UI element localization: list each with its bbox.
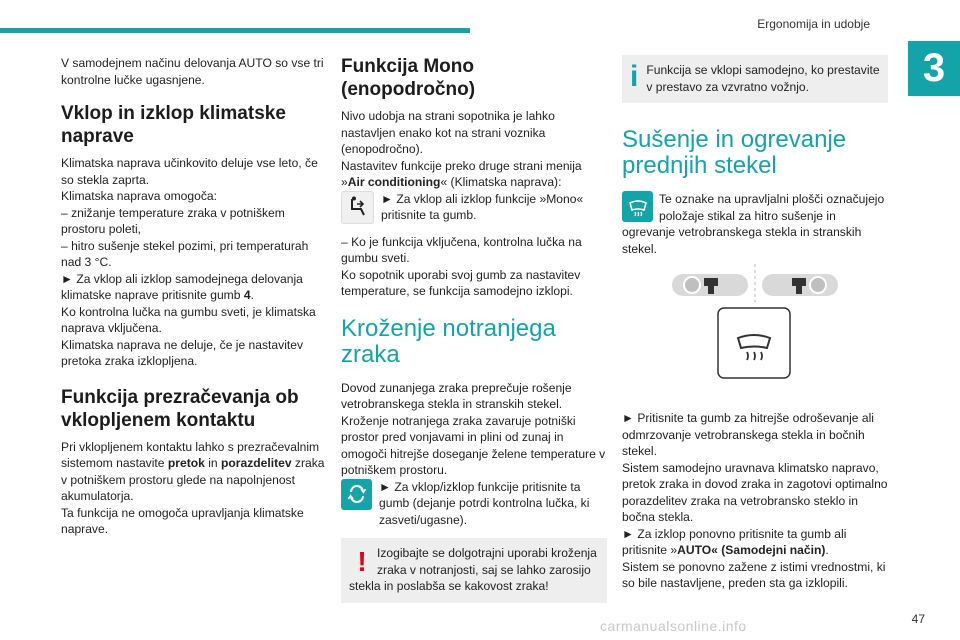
list-item: – znižanje temperature zraka v potniškem prostoru poleti, <box>61 205 285 236</box>
heading-susenje: Sušenje in ogrevanje prednjih stekel <box>622 126 847 179</box>
paragraph: Sistem samodejno uravnava klimatsko napravo, pretok zraka in dovod zraka in zagotovi optimalno porazdelitev zraka na vetrobransko steklo in bočna stekla. <box>622 460 888 524</box>
warning-icon: ! <box>357 546 367 577</box>
paragraph: Klimatska naprava omogoča: <box>61 189 217 203</box>
section-title: Ergonomija in udobje <box>757 17 870 31</box>
chapter-number: 3 <box>908 41 960 96</box>
heading-krozenje: Kroženje notranjega zraka <box>341 314 556 368</box>
paragraph: Ko sopotnik uporabi svoj gumb za nastavitev temperature, se funkcija samodejno izklopi. <box>341 267 581 298</box>
heading-vklop: Vklop in izklop klimatske naprave <box>61 103 286 147</box>
paragraph: – Ko je funkcija vključena, kontrolna lučka na gumbu sveti. <box>341 234 582 265</box>
warning-box <box>341 538 607 603</box>
paragraph: Klimatska naprava ne deluje, če je nastavitev pretoka zraka izklopljena. <box>61 337 304 368</box>
seat-mono-icon <box>341 191 374 224</box>
info-text: Funkcija se vklopi samodejno, ko prestavite v prestavo za vzvratno vožnjo. <box>646 63 880 94</box>
instruction: ► Pritisnite ta gumb za hitrejše odroševanje ali odmrzovanje vetrobranskega stekla in bočnih stekel. <box>622 411 874 458</box>
instruction: ► Za izklop ponovno pritisnite ta gumb ali pritisnite »AUTO« (Samodejni način). <box>622 526 847 557</box>
paragraph: Sistem se ponovno zažene z istimi vrednostmi, ki so bile nastavljene, preden sta ga izklopili. <box>622 559 886 590</box>
paragraph: Ta funkcija ne omogoča upravljanja klimatske naprave. <box>61 505 304 536</box>
column-2 <box>341 55 607 603</box>
info-icon: i <box>630 60 639 93</box>
recirculation-icon <box>341 479 372 510</box>
info-box <box>622 55 888 103</box>
paragraph: Nastavitev funkcije preko druge strani menija »Air conditioning« (Klimatska naprava): <box>341 158 582 189</box>
instruction: ► Za vklop/izklop funkcije pritisnite ta gumb (dejanje potrdi kontrolna lučka, ki zasveti/ugasne). <box>379 479 590 527</box>
intro-paragraph: V samodejnem načinu delovanja AUTO so vse tri kontrolne lučke ugasnjene. <box>61 56 324 87</box>
instruction: ► Za vklop ali izklop samodejnega delovanja klimatske naprave pritisnite gumb 4. <box>61 271 303 302</box>
heading-mono: Funkcija Mono (enopodročno) <box>341 56 476 100</box>
instruction: ► Za vklop ali izklop funkcije »Mono« pritisnite ta gumb. <box>381 191 584 222</box>
recirculation-step <box>341 479 607 529</box>
warning-text: Izogibajte se dolgotrajni uporabi kroženja zraka v notranjosti, saj se lahko zarosijo stekla in poslabša se kakovost zraka! <box>349 546 597 593</box>
page-number: 47 <box>911 612 925 626</box>
column-3 <box>622 55 888 592</box>
windshield-symbol-icon <box>622 191 653 222</box>
paragraph: Klimatska naprava učinkovito deluje vse leto, če so stekla zaprta. <box>61 156 318 187</box>
paragraph: Te oznake na upravljalni plošči označujejo položaje stikal za hitro sušenje in ogrevanje vetrobranskega stekla in stranskih stekel. <box>622 192 885 256</box>
paragraph: Ko kontrolna lučka na gumbu sveti, je klimatska naprava vključena. <box>61 304 316 335</box>
control-panel-illustration <box>622 262 888 410</box>
defrost-intro <box>622 191 888 257</box>
column-1 <box>61 55 327 538</box>
paragraph: Pri vklopljenem kontaktu lahko s prezračevalnim sistemom nastavite pretok in porazdelitev zraka v potniškem prostoru glede na napolnjenost akumulatorja. <box>61 439 325 503</box>
paragraph: Kroženje notranjega zraka zavaruje potniški prostor pred vonjavami in plini od zunaj in omogoči hitrejše doseganje želene temperature v potniškem prostoru. <box>341 413 606 477</box>
paragraph: Nivo udobja na strani sopotnika je lahko nastavljen enako kot na strani voznika (enopodročno). <box>341 109 555 156</box>
heading-prezracevanje: Funkcija prezračevanja ob vklopljenem kontaktu <box>61 386 299 431</box>
mono-step <box>341 191 607 224</box>
paragraph: Dovod zunanjega zraka preprečuje rošenje vetrobranskega stekla in stranskih stekel. <box>341 380 572 411</box>
watermark: carmanualsonline.info <box>600 618 747 634</box>
header-accent-bar <box>0 28 470 33</box>
list-item: – hitro sušenje stekel pozimi, pri temperaturah nad 3 °C. <box>61 238 309 269</box>
